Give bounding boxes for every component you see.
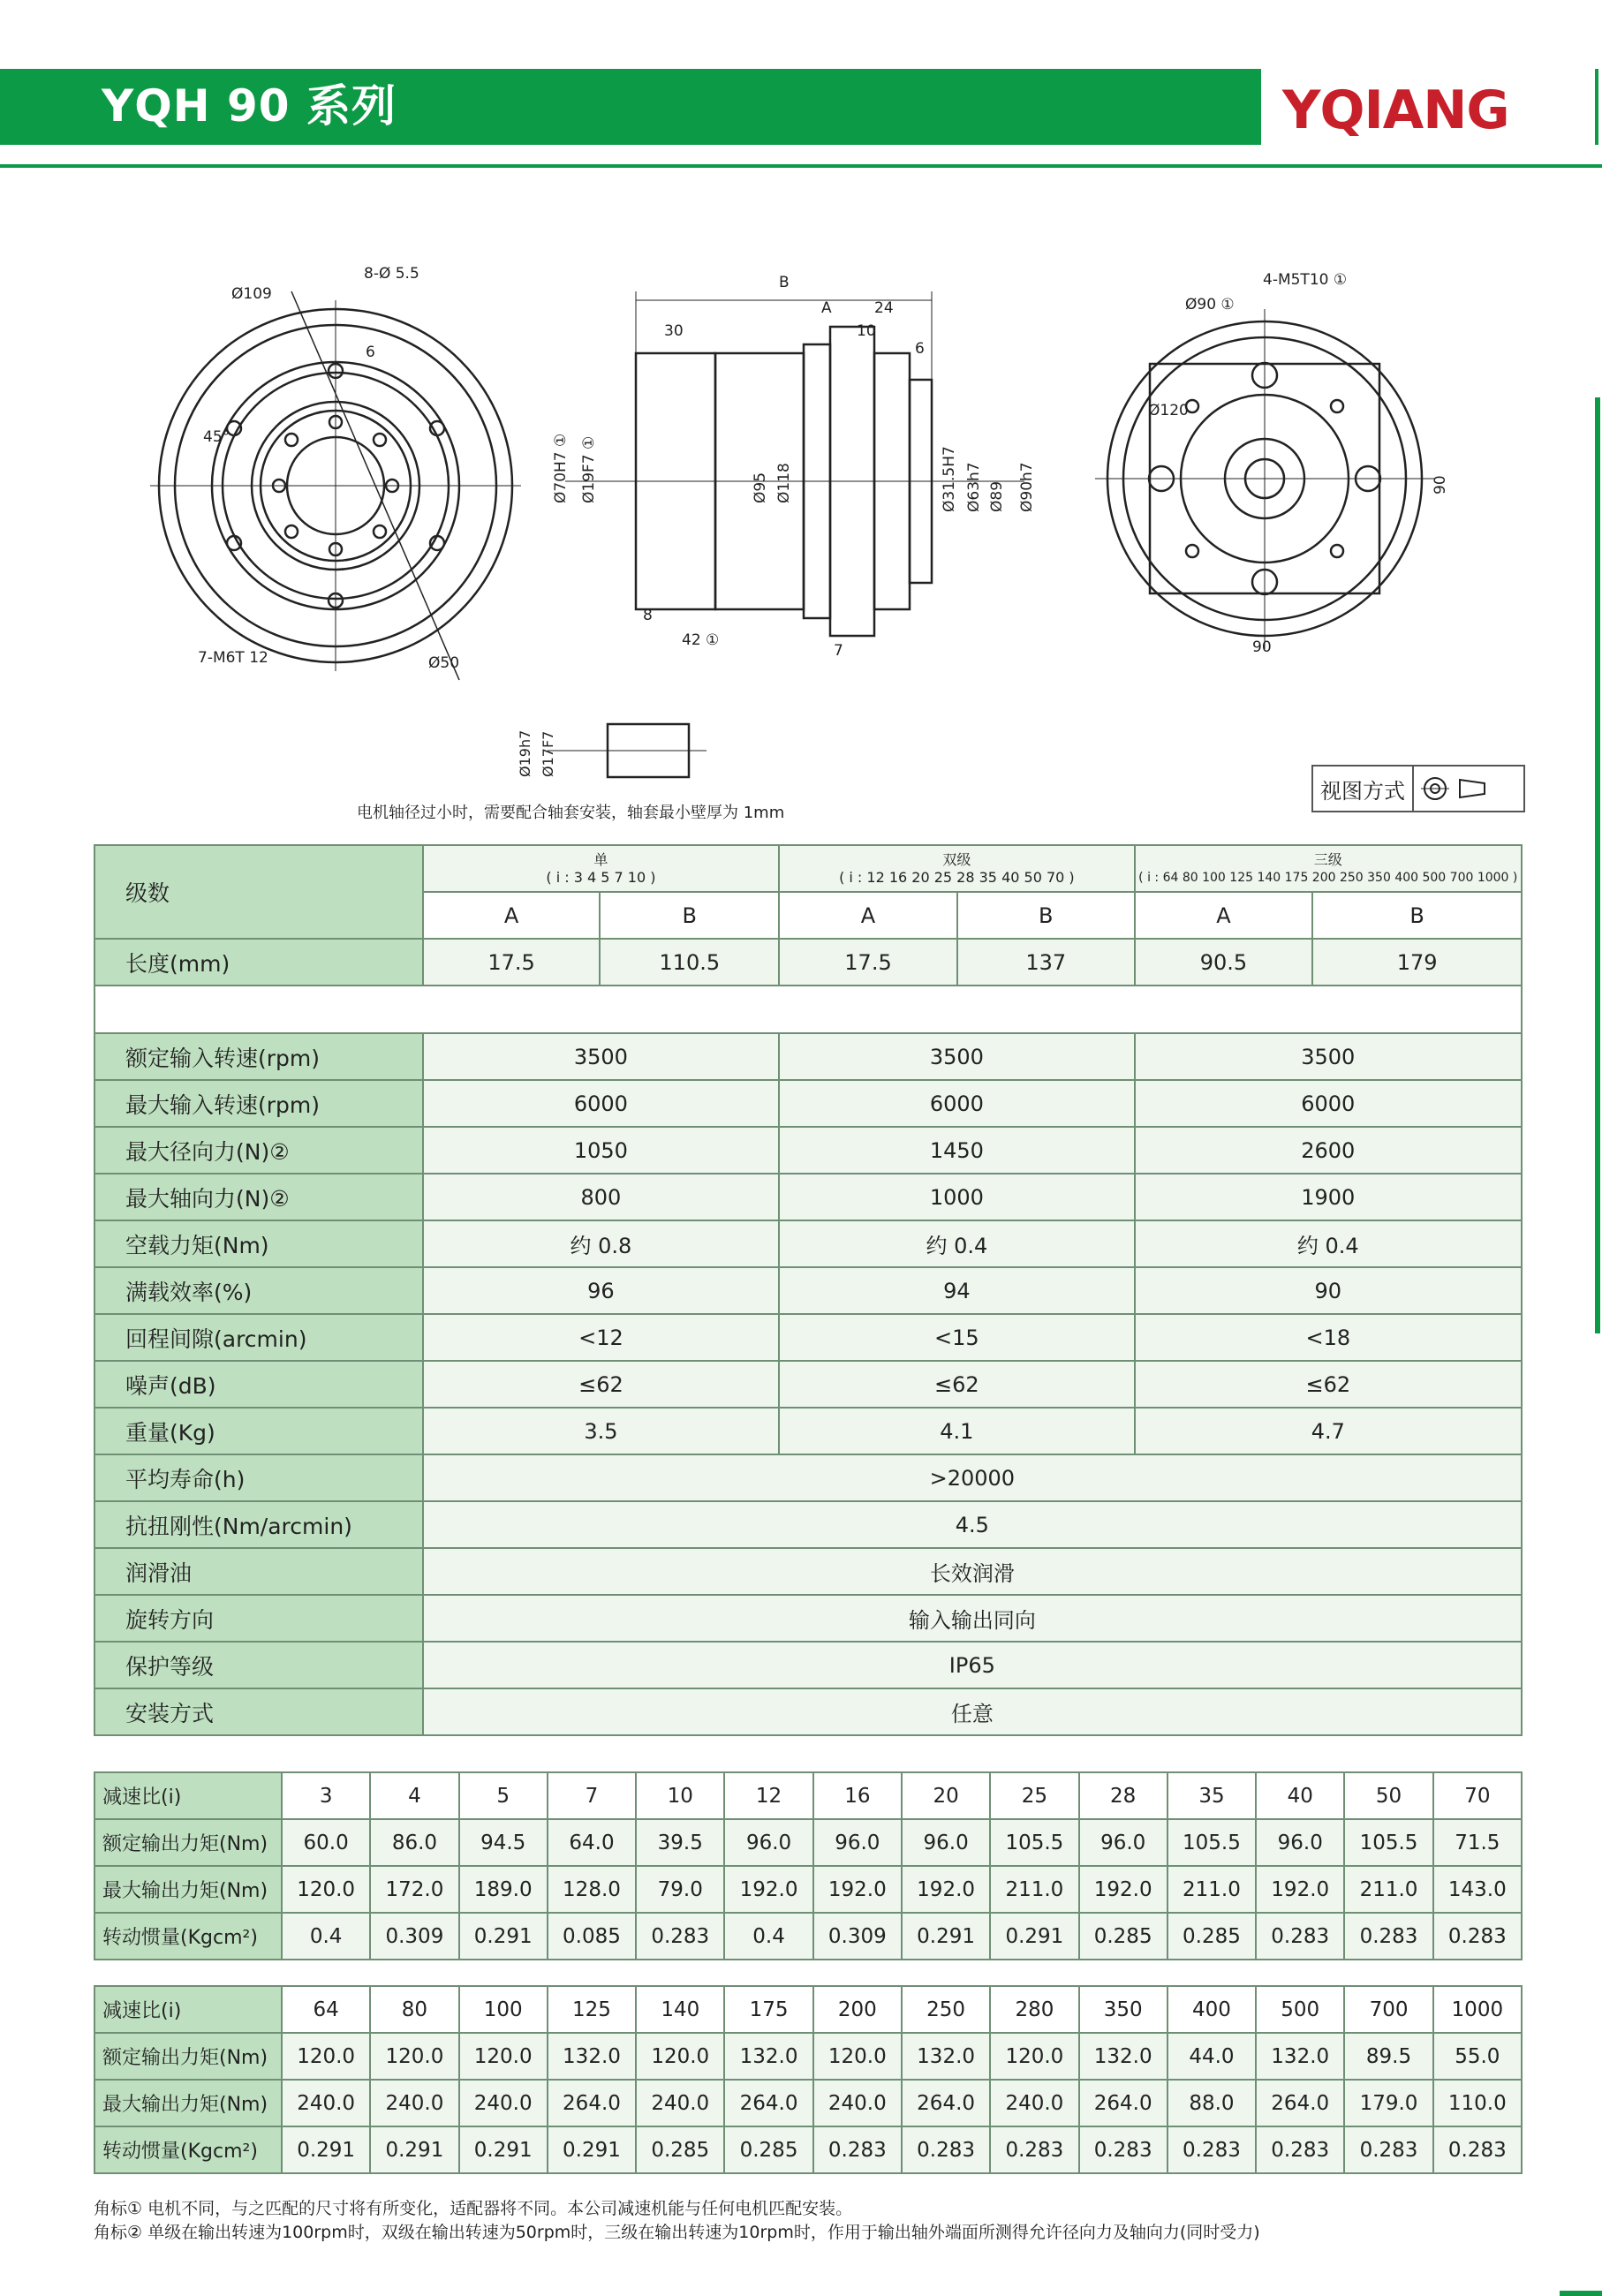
spec-row [94, 1688, 1522, 1735]
dim-label: Ø90 ① [1185, 296, 1235, 313]
ratio-value: 0.4 [282, 1913, 370, 1960]
dim-label: 24 [874, 299, 894, 317]
stage-label: 级数 [94, 845, 423, 939]
ratio-value: 172.0 [370, 1866, 458, 1913]
ratio-value: 264.0 [724, 2080, 812, 2126]
ratio-value: 28 [1079, 1772, 1167, 1819]
dim-label: 30 [664, 322, 684, 340]
ratio-value: 0.285 [1167, 1913, 1256, 1960]
spec-row-value: 2600 [1135, 1127, 1522, 1174]
dim-label: 42 ① [682, 631, 720, 649]
spec-row [94, 1080, 1522, 1127]
length-value: 137 [957, 939, 1135, 986]
ratio-row [94, 2080, 1522, 2126]
dim-label: Ø120 [1148, 402, 1189, 419]
length-value: 179 [1312, 939, 1522, 986]
ratio-value: 0.291 [459, 1913, 548, 1960]
dim-label: 10 [857, 322, 876, 340]
ratio-value: 192.0 [1256, 1866, 1344, 1913]
ratio-value: 128.0 [548, 1866, 636, 1913]
ratio-value: 0.085 [548, 1913, 636, 1960]
ratio-value: 105.5 [1167, 1819, 1256, 1866]
ratio-value: 192.0 [902, 1866, 990, 1913]
spec-row-value: 约 0.8 [423, 1220, 779, 1267]
sleeve-view [548, 724, 707, 777]
ratio-value: 120.0 [990, 2033, 1078, 2080]
length-value: 90.5 [1135, 939, 1313, 986]
spec-rows-per-stage [94, 1033, 1522, 1454]
ratio-value: 192.0 [1079, 1866, 1167, 1913]
ratio-value: 125 [548, 1986, 636, 2033]
view-mode-box [1311, 765, 1525, 812]
ratio-value: 0.283 [1433, 2126, 1522, 2173]
ratio-value: 96.0 [724, 1819, 812, 1866]
ratio-value: 132.0 [724, 2033, 812, 2080]
ratio-value: 264.0 [1079, 2080, 1167, 2126]
ratio-row-label: 转动惯量(Kgcm²) [94, 2126, 282, 2173]
ratio-value: 5 [459, 1772, 548, 1819]
spec-row-value: 6000 [423, 1080, 779, 1127]
page-corner-mark [1560, 2291, 1602, 2296]
technical-drawings [0, 238, 1602, 812]
spec-row-label: 重量(Kg) [94, 1408, 423, 1454]
ratio-value: 100 [459, 1986, 548, 2033]
dim-label: Ø31.5H7 [941, 446, 958, 512]
ratio-value: 264.0 [1256, 2080, 1344, 2126]
ratio-value: 211.0 [1167, 1866, 1256, 1913]
spec-row [94, 1408, 1522, 1454]
spec-row-label: 最大输入转速(rpm) [94, 1080, 423, 1127]
ratio-value: 96.0 [902, 1819, 990, 1866]
spec-row-value: 3.5 [423, 1408, 779, 1454]
ratio-value: 86.0 [370, 1819, 458, 1866]
spec-row-value: ≤62 [1135, 1361, 1522, 1408]
spec-row-value: 输入输出同向 [423, 1595, 1522, 1642]
spec-row-value: >20000 [423, 1454, 1522, 1501]
ratio-value: 132.0 [548, 2033, 636, 2080]
ratio-value: 0.283 [1344, 2126, 1432, 2173]
col-b: B [1312, 892, 1522, 939]
spec-row-value: 1900 [1135, 1174, 1522, 1220]
spec-row-value: 1000 [779, 1174, 1134, 1220]
spec-row-label: 回程间隙(arcmin) [94, 1314, 423, 1361]
ratio-value: 0.291 [282, 2126, 370, 2173]
ratio-value: 0.283 [1167, 2126, 1256, 2173]
ratio-value: 120.0 [282, 1866, 370, 1913]
ratio-value: 240.0 [813, 2080, 902, 2126]
col-a: A [779, 892, 957, 939]
spec-row-label: 满载效率(%) [94, 1267, 423, 1314]
ratio-row [94, 2126, 1522, 2173]
ratio-value: 0.291 [548, 2126, 636, 2173]
ratio-value: 105.5 [990, 1819, 1078, 1866]
spec-row-label: 旋转方向 [94, 1595, 423, 1642]
ratio-value: 79.0 [636, 1866, 724, 1913]
ratio-row-label: 最大输出力矩(Nm) [94, 1866, 282, 1913]
ratio-value: 0.291 [902, 1913, 990, 1960]
ratio-value: 200 [813, 1986, 902, 2033]
ratio-row [94, 1772, 1522, 1819]
ratio-value: 0.291 [990, 1913, 1078, 1960]
ratio-value: 0.291 [459, 2126, 548, 2173]
ratio-value: 0.283 [813, 2126, 902, 2173]
ratio-value: 71.5 [1433, 1819, 1522, 1866]
ratio-value: 211.0 [1344, 1866, 1432, 1913]
spec-row-value: IP65 [423, 1642, 1522, 1688]
ratio-value: 120.0 [282, 2033, 370, 2080]
dim-label: Ø17F7 [540, 730, 556, 777]
ratio-value: 64 [282, 1986, 370, 2033]
ratio-value: 192.0 [813, 1866, 902, 1913]
spec-row-value: 1050 [423, 1127, 779, 1174]
dim-label: Ø19F7 ① [580, 435, 598, 503]
length-label: 长度(mm) [94, 939, 423, 986]
dim-label: Ø109 [231, 285, 272, 303]
ratio-value: 10 [636, 1772, 724, 1819]
dim-label: 8 [643, 607, 653, 624]
spec-row-value: 96 [423, 1267, 779, 1314]
header-underline [0, 164, 1602, 168]
spec-row [94, 1220, 1522, 1267]
spec-row [94, 1548, 1522, 1595]
ratio-row [94, 2033, 1522, 2080]
shaft-note: 电机轴径过小时，需要配合轴套安装，轴套最小壁厚为 1mm [357, 804, 785, 822]
ratio-value: 0.309 [370, 1913, 458, 1960]
ratio-value: 16 [813, 1772, 902, 1819]
spec-row-value: 6000 [1135, 1080, 1522, 1127]
page-title: YQH 90 系列 [102, 80, 397, 132]
ratio-value: 0.283 [1256, 2126, 1344, 2173]
ratio-value: 0.283 [902, 2126, 990, 2173]
brand-logo: YQIANG [1282, 79, 1509, 141]
stage-single: 单 ( i : 3 4 5 7 10 ) [423, 845, 779, 892]
view-mode-label: 视图方式 [1313, 767, 1414, 811]
spec-row-label: 润滑油 [94, 1548, 423, 1595]
ratio-value: 88.0 [1167, 2080, 1256, 2126]
ratio-value: 192.0 [724, 1866, 812, 1913]
ratio-value: 3 [282, 1772, 370, 1819]
spec-row [94, 1127, 1522, 1174]
ratio-value: 40 [1256, 1772, 1344, 1819]
spec-row-value: 4.1 [779, 1408, 1134, 1454]
ratio-value: 80 [370, 1986, 458, 2033]
spec-row-value: 90 [1135, 1267, 1522, 1314]
ratio-value: 143.0 [1433, 1866, 1522, 1913]
page-edge-mark [1595, 397, 1600, 1333]
spacer-row [94, 986, 1522, 1033]
spec-row-value: 4.5 [423, 1501, 1522, 1548]
ratio-value: 7 [548, 1772, 636, 1819]
ratio-value: 70 [1433, 1772, 1522, 1819]
ratio-value: 0.283 [1344, 1913, 1432, 1960]
spec-row-value: 4.7 [1135, 1408, 1522, 1454]
spec-row-value: 约 0.4 [779, 1220, 1134, 1267]
ratio-value: 4 [370, 1772, 458, 1819]
ratio-value: 96.0 [813, 1819, 902, 1866]
ratio-table-1 [94, 1771, 1523, 1960]
ratio-value: 0.283 [636, 1913, 724, 1960]
ratio-value: 110.0 [1433, 2080, 1522, 2126]
ratio-value: 240.0 [459, 2080, 548, 2126]
ratio-value: 240.0 [370, 2080, 458, 2126]
ratio-row-label: 最大输出力矩(Nm) [94, 2080, 282, 2126]
ratio-value: 64.0 [548, 1819, 636, 1866]
ratio-table-2 [94, 1985, 1523, 2174]
length-value: 17.5 [423, 939, 601, 986]
front-view [150, 291, 521, 680]
ratio-row [94, 1819, 1522, 1866]
projection-symbol-icon [1414, 771, 1493, 806]
ratio-value: 700 [1344, 1986, 1432, 2033]
spec-row [94, 1174, 1522, 1220]
ratio-value: 0.309 [813, 1913, 902, 1960]
dim-label: B [779, 274, 790, 291]
spec-rows-common [94, 1454, 1522, 1735]
ratio-value: 264.0 [902, 2080, 990, 2126]
spec-row-value: 3500 [1135, 1033, 1522, 1080]
col-a: A [1135, 892, 1313, 939]
spec-row-value: ≤62 [779, 1361, 1134, 1408]
spec-row-value: 1450 [779, 1127, 1134, 1174]
col-b: B [957, 892, 1135, 939]
ratio-value: 0.285 [724, 2126, 812, 2173]
ratio-value: 250 [902, 1986, 990, 2033]
ratio-value: 240.0 [636, 2080, 724, 2126]
spec-row-value: 约 0.4 [1135, 1220, 1522, 1267]
ratio-value: 264.0 [548, 2080, 636, 2126]
spec-row-value: <15 [779, 1314, 1134, 1361]
spec-row-label: 平均寿命(h) [94, 1454, 423, 1501]
footnote-1: 角标① 电机不同，与之匹配的尺寸将有所变化，适配器将不同。本公司减速机能与任何电机匹配安装。 [94, 2199, 853, 2218]
ratio-value: 50 [1344, 1772, 1432, 1819]
dim-label: 6 [915, 340, 925, 358]
ratio-row [94, 1986, 1522, 2033]
spec-row [94, 1267, 1522, 1314]
spec-row [94, 1033, 1522, 1080]
spec-row-value: 3500 [423, 1033, 779, 1080]
ratio-value: 240.0 [990, 2080, 1078, 2126]
ratio-value: 0.283 [1256, 1913, 1344, 1960]
col-a: A [423, 892, 601, 939]
dim-label: Ø118 [775, 463, 793, 503]
dim-label: 90 [1252, 638, 1272, 656]
dim-label: 45° [203, 428, 230, 446]
ratio-value: 20 [902, 1772, 990, 1819]
length-value: 110.5 [600, 939, 779, 986]
spec-row-value: <12 [423, 1314, 779, 1361]
spec-row-value: 长效润滑 [423, 1548, 1522, 1595]
dim-label: 8-Ø 5.5 [364, 265, 419, 283]
stage-double: 双级 ( i : 12 16 20 25 28 35 40 50 70 ) [779, 845, 1134, 892]
ratio-value: 120.0 [370, 2033, 458, 2080]
ratio-value: 60.0 [282, 1819, 370, 1866]
spec-row-label: 安装方式 [94, 1688, 423, 1735]
dim-label: Ø70H7 ① [552, 433, 570, 503]
spec-row-label: 最大径向力(N)② [94, 1127, 423, 1174]
ratio-value: 120.0 [636, 2033, 724, 2080]
ratio-value: 132.0 [1256, 2033, 1344, 2080]
ratio-value: 96.0 [1079, 1819, 1167, 1866]
ratio-value: 105.5 [1344, 1819, 1432, 1866]
ratio-value: 350 [1079, 1986, 1167, 2033]
ratio-value: 211.0 [990, 1866, 1078, 1913]
ratio-value: 39.5 [636, 1819, 724, 1866]
dim-label: Ø63h7 [965, 462, 983, 512]
col-b: B [600, 892, 779, 939]
ratio-value: 120.0 [813, 2033, 902, 2080]
side-view-labels [552, 274, 1036, 660]
ratio-value: 1000 [1433, 1986, 1522, 2033]
dim-label: 4-M5T10 ① [1263, 271, 1348, 289]
ratio-value: 0.285 [1079, 1913, 1167, 1960]
spec-row-value: <18 [1135, 1314, 1522, 1361]
length-value: 17.5 [779, 939, 957, 986]
ratio-value: 0.291 [370, 2126, 458, 2173]
ratio-value: 12 [724, 1772, 812, 1819]
sleeve-labels [517, 730, 556, 777]
spec-row-value: 任意 [423, 1688, 1522, 1735]
ratio-value: 179.0 [1344, 2080, 1432, 2126]
ratio-value: 0.283 [990, 2126, 1078, 2173]
spec-row [94, 1454, 1522, 1501]
ratio-value: 35 [1167, 1772, 1256, 1819]
ratio-value: 55.0 [1433, 2033, 1522, 2080]
ratio-row-label: 转动惯量(Kgcm²) [94, 1913, 282, 1960]
ratio-row-label: 减速比(i) [94, 1772, 282, 1819]
dim-label: 7-M6T 12 [198, 649, 268, 667]
ratio-row-label: 额定输出力矩(Nm) [94, 2033, 282, 2080]
ratio-row-label: 减速比(i) [94, 1986, 282, 2033]
rear-view [1095, 309, 1435, 649]
ratio-value: 94.5 [459, 1819, 548, 1866]
ratio-value: 120.0 [459, 2033, 548, 2080]
ratio-value: 96.0 [1256, 1819, 1344, 1866]
spec-row [94, 1501, 1522, 1548]
spec-row-label: 空载力矩(Nm) [94, 1220, 423, 1267]
ratio-value: 189.0 [459, 1866, 548, 1913]
ratio-value: 400 [1167, 1986, 1256, 2033]
ratio-row [94, 1866, 1522, 1913]
dim-label: Ø19h7 [517, 729, 533, 777]
dim-label: Ø50 [428, 654, 460, 672]
ratio-value: 500 [1256, 1986, 1344, 2033]
spec-row-value: ≤62 [423, 1361, 779, 1408]
stage-triple: 三级 ( i : 64 80 100 125 140 175 200 250 350 400 500 700 1000 ) [1135, 845, 1522, 892]
ratio-value: 175 [724, 1986, 812, 2033]
spec-table [94, 844, 1523, 1736]
spec-row-value: 800 [423, 1174, 779, 1220]
dim-label: A [821, 299, 832, 317]
spec-row-label: 最大轴向力(N)② [94, 1174, 423, 1220]
spec-row [94, 1595, 1522, 1642]
ratio-value: 0.4 [724, 1913, 812, 1960]
ratio-value: 0.283 [1433, 1913, 1522, 1960]
ratio-row-label: 额定输出力矩(Nm) [94, 1819, 282, 1866]
spec-row-value: 94 [779, 1267, 1134, 1314]
spec-row-label: 噪声(dB) [94, 1361, 423, 1408]
header-rule [1595, 69, 1598, 145]
dim-label: 90 [1432, 475, 1449, 495]
spec-row-label: 保护等级 [94, 1642, 423, 1688]
ratio-value: 0.283 [1079, 2126, 1167, 2173]
ratio-value: 280 [990, 1986, 1078, 2033]
footnotes [94, 2197, 1260, 2245]
dim-label: 7 [834, 642, 843, 660]
dim-label: Ø95 [752, 472, 769, 503]
spec-row-label: 额定输入转速(rpm) [94, 1033, 423, 1080]
ratio-row [94, 1913, 1522, 1960]
ratio-value: 44.0 [1167, 2033, 1256, 2080]
dim-label: Ø89 [988, 480, 1006, 512]
dim-label: Ø90h7 [1018, 462, 1036, 512]
spec-row-label: 抗扭刚性(Nm/arcmin) [94, 1501, 423, 1548]
spec-row-value: 6000 [779, 1080, 1134, 1127]
ratio-value: 132.0 [1079, 2033, 1167, 2080]
ratio-value: 240.0 [282, 2080, 370, 2126]
ratio-value: 0.285 [636, 2126, 724, 2173]
ratio-value: 89.5 [1344, 2033, 1432, 2080]
spec-row-value: 3500 [779, 1033, 1134, 1080]
ratio-value: 132.0 [902, 2033, 990, 2080]
spec-row [94, 1314, 1522, 1361]
footnote-2: 角标② 单级在输出转速为100rpm时，双级在输出转速为50rpm时，三级在输出转速为10rpm时，作用于输出轴外端面所测得允许径向力及轴向力(同时受力) [94, 2223, 1260, 2242]
spec-row [94, 1642, 1522, 1688]
ratio-value: 25 [990, 1772, 1078, 1819]
spec-row [94, 1361, 1522, 1408]
ratio-value: 140 [636, 1986, 724, 2033]
dim-label: 6 [366, 344, 375, 361]
